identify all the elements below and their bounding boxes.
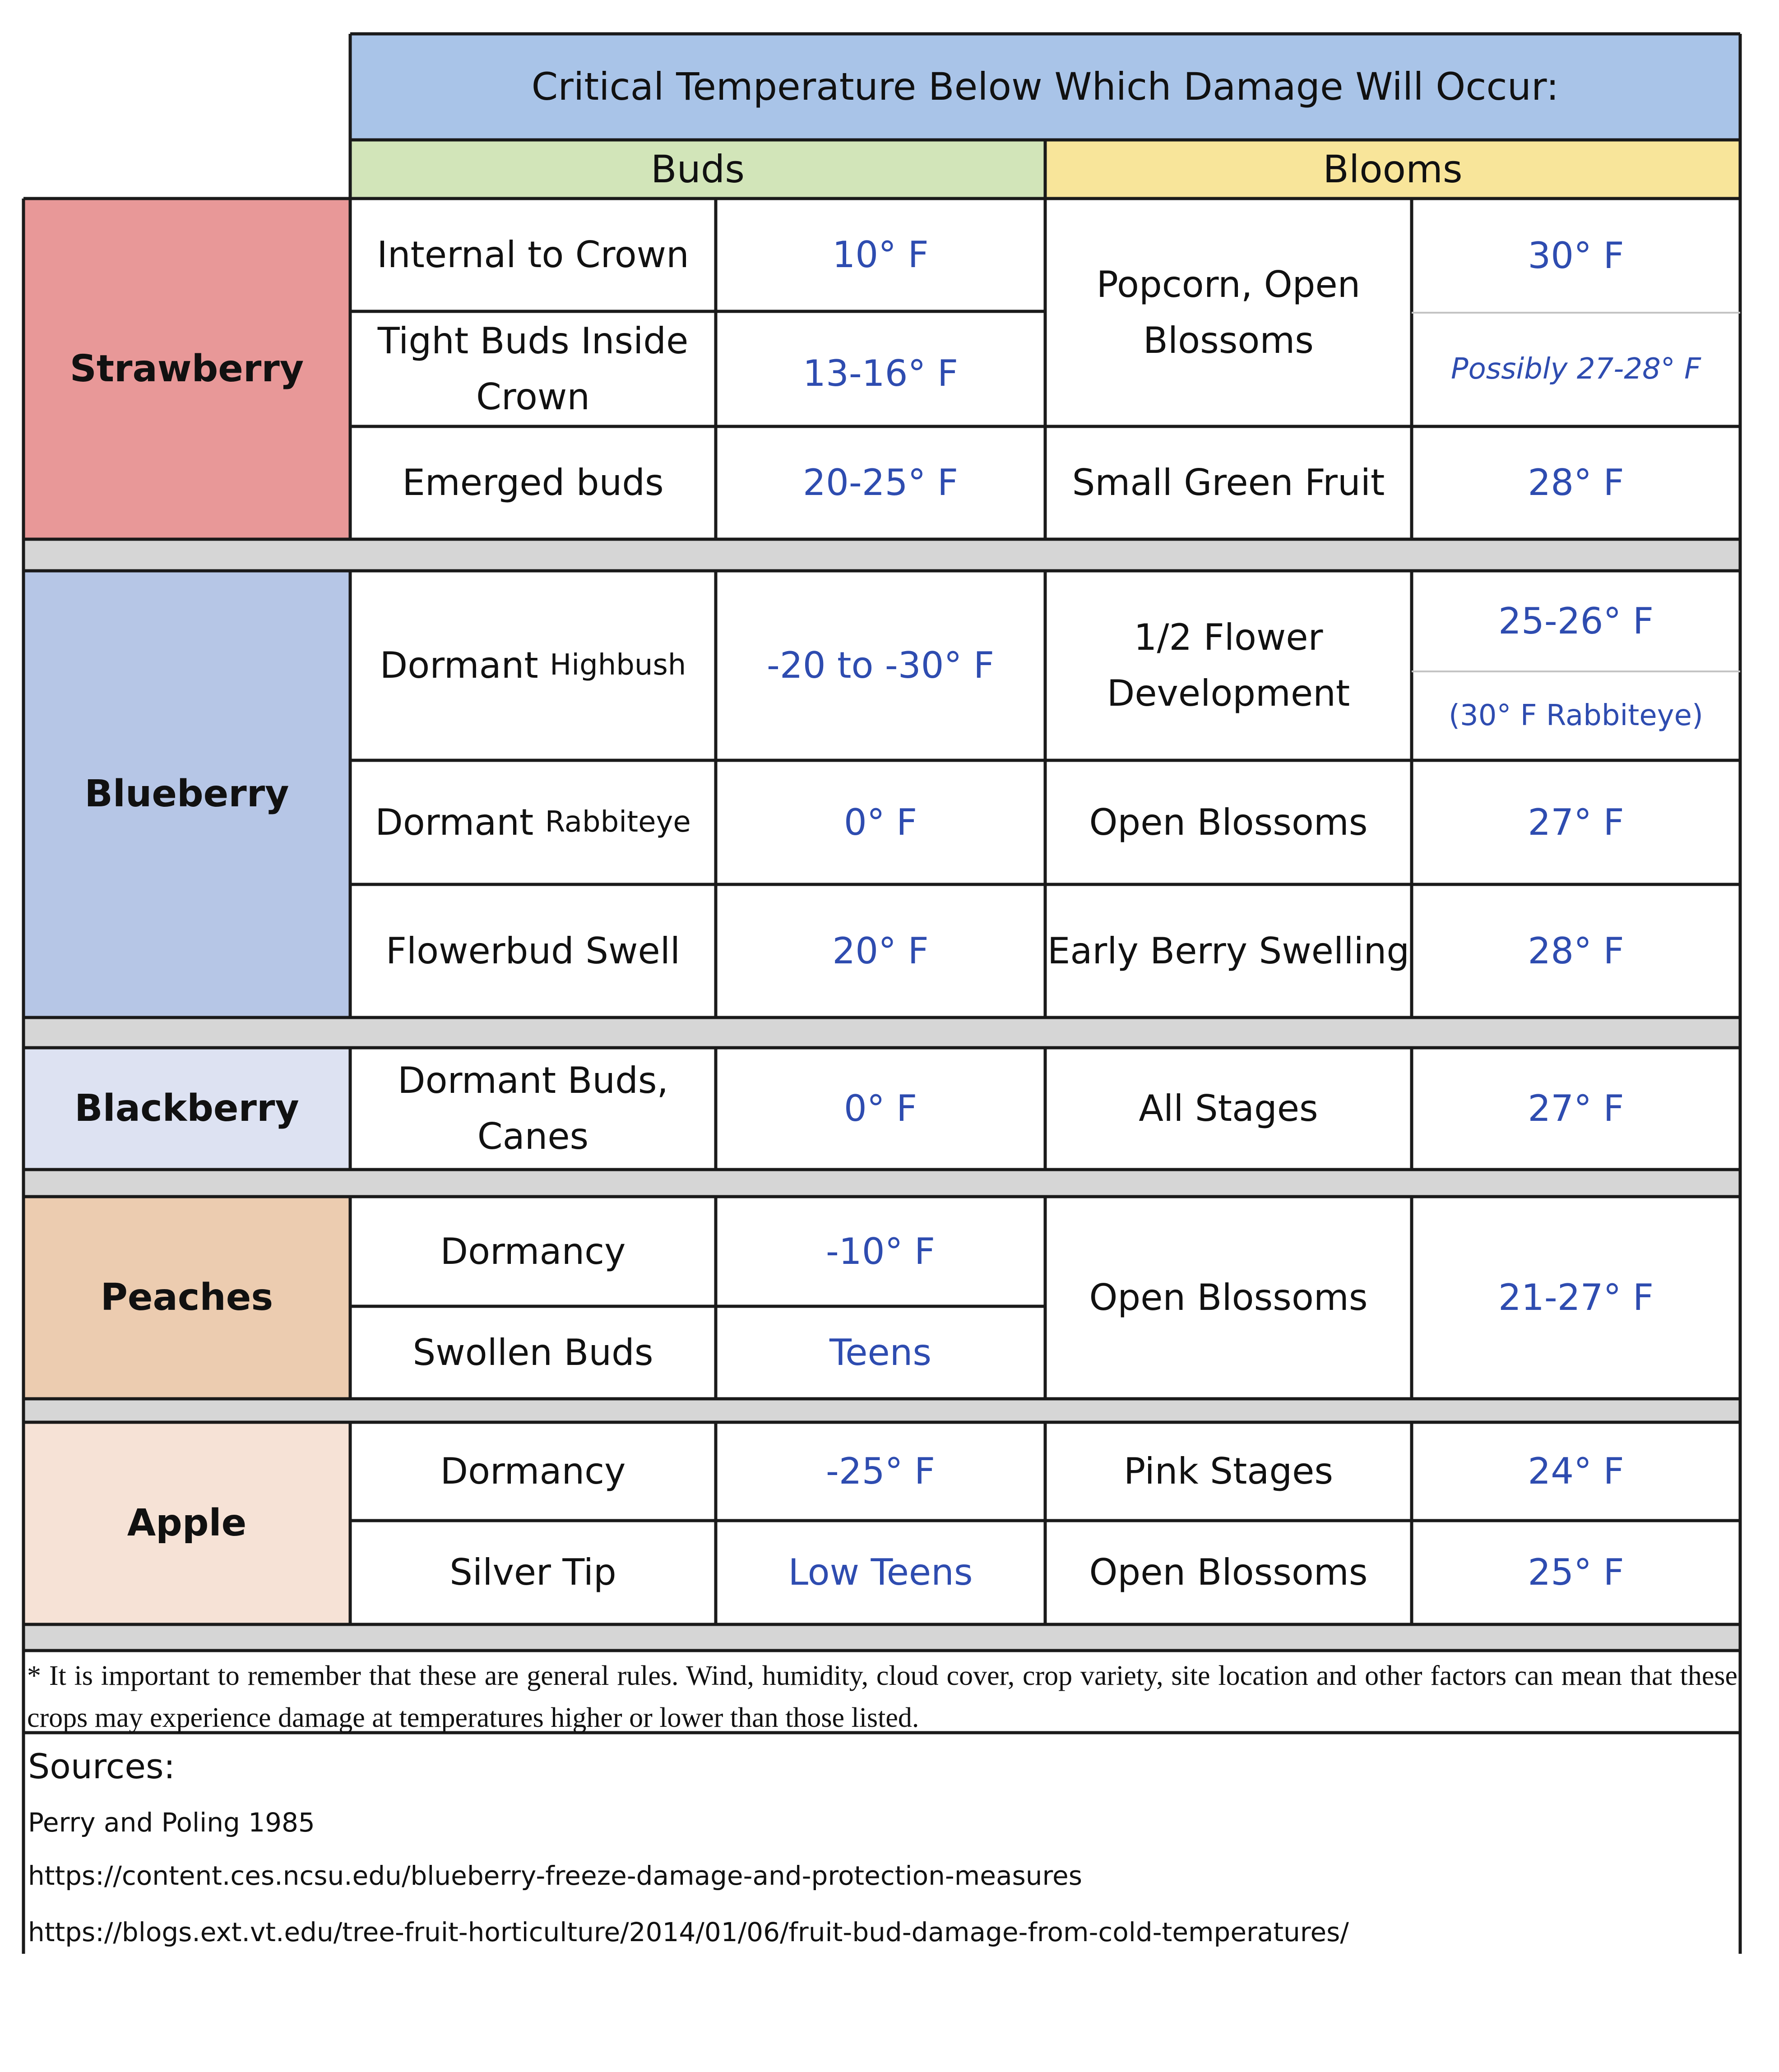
blackberry-bud-stage-1: Dormant Buds, Canes bbox=[398, 1059, 668, 1157]
crop-label-blackberry: Blackberry bbox=[74, 1087, 299, 1130]
footnote: * It is important to remember that these are general rules. Wind, humidity, cloud cover, crop variety, site location and other factors can mean that these crops may experience damage at temperatures higher or lower than those listed. bbox=[27, 1660, 1737, 1733]
blueberry-bud-temp-1: -20 to -30° F bbox=[767, 644, 994, 686]
blueberry-bloom-note-1: (30° F Rabbiteye) bbox=[1449, 698, 1703, 732]
peaches-bud-temp-1: -10° F bbox=[825, 1230, 936, 1272]
blueberry-bloom-stage-3: Early Berry Swelling bbox=[1047, 930, 1410, 972]
strawberry-bloom-stage-2: Small Green Fruit bbox=[1072, 462, 1385, 504]
strawberry-bud-temp-1: 10° F bbox=[832, 234, 929, 276]
apple-bud-temp-1: -25° F bbox=[825, 1450, 936, 1492]
blueberry-bud-stage-2-variety: Rabbiteye bbox=[545, 805, 691, 839]
sources-block bbox=[23, 1733, 1740, 1954]
blackberry-bud-temp-1: 0° F bbox=[843, 1087, 917, 1129]
table-title: Critical Temperature Below Which Damage Will Occur: bbox=[531, 65, 1559, 109]
source-item-1: Perry and Poling 1985 bbox=[28, 1807, 315, 1838]
blueberry-bud-temp-2: 0° F bbox=[843, 801, 917, 843]
strawberry-bloom-temp-1: 30° F bbox=[1528, 234, 1624, 277]
buds-column-header: Buds bbox=[651, 147, 745, 191]
strawberry-bud-stage-2: Tight Buds Inside Crown bbox=[377, 319, 689, 418]
crop-label-blueberry: Blueberry bbox=[84, 772, 289, 816]
strawberry-bud-temp-2: 13-16° F bbox=[803, 352, 958, 394]
strawberry-bud-stage-3: Emerged buds bbox=[402, 462, 664, 504]
peaches-bud-stage-2: Swollen Buds bbox=[412, 1331, 653, 1374]
strawberry-bloom-stage-1: Popcorn, Open Blossoms bbox=[1096, 263, 1361, 361]
blueberry-bloom-stage-1: 1/2 Flower Development bbox=[1107, 616, 1350, 714]
strawberry-bloom-temp-2: 28° F bbox=[1528, 462, 1624, 504]
peaches-bud-stage-1: Dormancy bbox=[440, 1230, 626, 1272]
peaches-bud-temp-2: Teens bbox=[829, 1331, 932, 1374]
sources-heading: Sources: bbox=[28, 1746, 176, 1786]
apple-bloom-temp-1: 24° F bbox=[1528, 1450, 1624, 1492]
source-item-2[interactable]: https://content.ces.ncsu.edu/blueberry-freeze-damage-and-protection-measures bbox=[28, 1860, 1082, 1891]
apple-bud-stage-1: Dormancy bbox=[440, 1450, 626, 1492]
blueberry-bud-temp-3: 20° F bbox=[832, 930, 929, 972]
peaches-bloom-stage-1: Open Blossoms bbox=[1089, 1276, 1368, 1318]
blueberry-bloom-temp-1: 25-26° F bbox=[1498, 600, 1654, 642]
peaches-bloom-temp-1: 21-27° F bbox=[1498, 1276, 1654, 1318]
blueberry-bud-stage-1-variety: Highbush bbox=[550, 648, 686, 682]
blueberry-bloom-temp-2: 27° F bbox=[1528, 801, 1624, 843]
blueberry-bud-stage-1-main: Dormant bbox=[380, 644, 538, 686]
apple-bud-temp-2: Low Teens bbox=[788, 1551, 973, 1593]
blackberry-bloom-stage-1: All Stages bbox=[1139, 1087, 1318, 1129]
blackberry-bloom-temp-1: 27° F bbox=[1528, 1087, 1624, 1129]
blooms-column-header: Blooms bbox=[1323, 147, 1463, 191]
blueberry-bloom-stage-2: Open Blossoms bbox=[1089, 801, 1368, 843]
blueberry-bloom-temp-3: 28° F bbox=[1528, 930, 1624, 972]
strawberry-bud-stage-1: Internal to Crown bbox=[377, 234, 689, 276]
source-item-3[interactable]: https://blogs.ext.vt.edu/tree-fruit-horticulture/2014/01/06/fruit-bud-damage-from-cold-temperatures/ bbox=[28, 1917, 1349, 1947]
crop-label-strawberry: Strawberry bbox=[69, 347, 304, 390]
blueberry-bud-stage-2 bbox=[350, 760, 716, 884]
crop-label-peaches: Peaches bbox=[100, 1276, 273, 1319]
apple-bloom-stage-1: Pink Stages bbox=[1123, 1450, 1334, 1492]
strawberry-bloom-note-1: Possibly 27-28° F bbox=[1451, 352, 1701, 386]
crop-label-apple: Apple bbox=[127, 1502, 247, 1545]
blueberry-bud-stage-1 bbox=[350, 571, 716, 760]
apple-bloom-stage-2: Open Blossoms bbox=[1089, 1551, 1368, 1593]
blueberry-bud-stage-3: Flowerbud Swell bbox=[385, 930, 681, 972]
strawberry-bud-temp-3: 20-25° F bbox=[803, 462, 958, 504]
blueberry-bud-stage-2-main: Dormant bbox=[375, 801, 534, 843]
apple-bloom-temp-2: 25° F bbox=[1528, 1551, 1624, 1593]
apple-bud-stage-2: Silver Tip bbox=[449, 1551, 616, 1593]
